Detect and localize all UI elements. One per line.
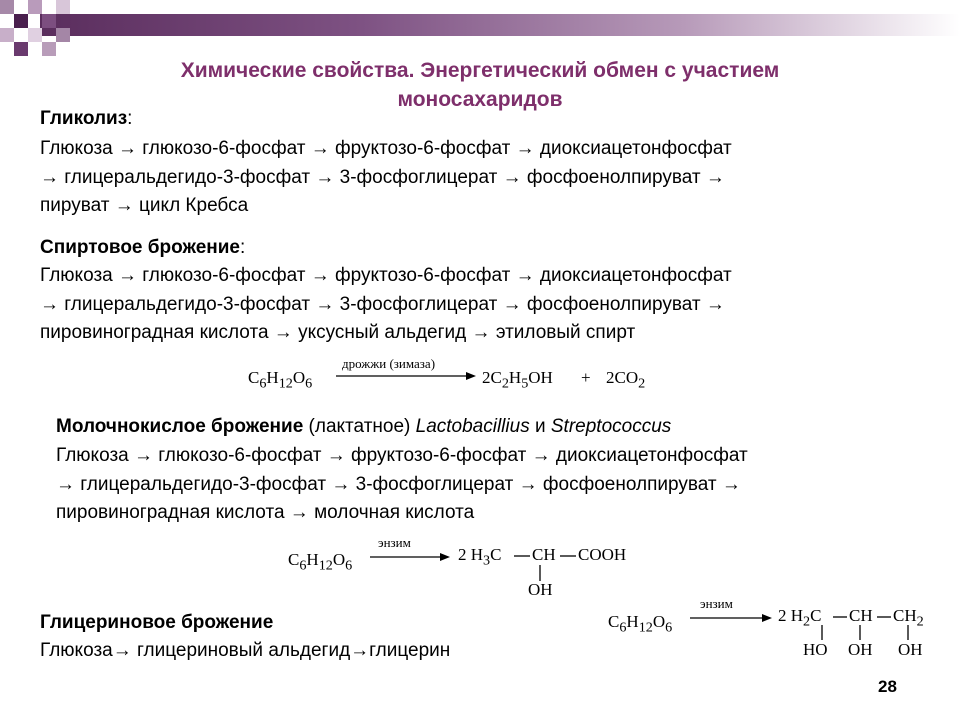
deco-square bbox=[0, 28, 14, 42]
alcoholic-heading-row bbox=[40, 235, 245, 260]
lactic-eq-vbond bbox=[538, 565, 542, 581]
lactic-eq-product-prefix: 2 $H_3C$ bbox=[458, 545, 502, 569]
slide-title bbox=[60, 56, 900, 114]
glycolysis-line-2: → глицеральдегидо-3-фосфат → 3-фосфоглицерат → фосфоенолпируват → bbox=[40, 167, 725, 188]
lactic-qualifier: (лактатное) bbox=[303, 416, 416, 437]
lactic-organism-2: Streptococcus bbox=[550, 416, 672, 437]
lactic-eq-ch: CH bbox=[532, 545, 556, 564]
page-number: 28 bbox=[878, 677, 897, 696]
lactic-heading: Молочнокислое брожение bbox=[56, 416, 304, 437]
lactic-eq-reactant: $C_6H_{12}O_6$ bbox=[288, 550, 353, 574]
glycerol-eq-oh-2: OH bbox=[898, 640, 923, 659]
lactic-eq-oh: OH bbox=[528, 580, 553, 599]
lactic-eq-bond-2 bbox=[560, 554, 576, 558]
alcoholic-line-3: пировиноградная кислота → уксусный альдегид → этиловый спирт bbox=[40, 322, 636, 343]
glycerol-eq-catalyst: энзим bbox=[700, 596, 733, 611]
deco-square bbox=[56, 28, 70, 42]
lactic-eq-catalyst: энзим bbox=[378, 535, 411, 550]
deco-square bbox=[0, 0, 14, 14]
title-line-2: моносахаридов bbox=[397, 88, 563, 111]
alcoholic-line-2: → глицеральдегидо-3-фосфат → 3-фосфоглицерат → фосфоенолпируват → bbox=[40, 294, 725, 315]
glycolysis-line-1: Глюкоза → глюкозо-6-фосфат → фруктозо-6-фосфат → диоксиацетонфосфат bbox=[40, 138, 732, 159]
glycerol-line-1: Глюкоза→ глицериновый альдегид→глицерин bbox=[40, 640, 451, 661]
alcoholic-eq-product-co2: $2CO_2$ bbox=[606, 368, 646, 392]
glycerol-eq-vbond-1 bbox=[820, 625, 824, 640]
glycerol-eq-reactant: $C_6H_{12}O_6$ bbox=[608, 612, 673, 636]
glycolysis-heading: Гликолиз bbox=[40, 108, 128, 129]
lactic-organism-1: Lactobacillius bbox=[415, 416, 530, 437]
glycerol-eq-arrow bbox=[690, 613, 772, 623]
glycolysis-line-3: пируват → цикл Кребса bbox=[40, 195, 249, 216]
glycerol-eq-bond-2 bbox=[877, 615, 891, 619]
glycerol-eq-oh-1: OH bbox=[848, 640, 873, 659]
lactic-line-3: пировиноградная кислота → молочная кислота bbox=[56, 502, 475, 523]
header-gradient-bar bbox=[40, 14, 960, 36]
alcoholic-colon: : bbox=[239, 237, 246, 258]
deco-square bbox=[28, 28, 42, 42]
deco-square bbox=[42, 14, 56, 28]
alcoholic-eq-reactant: $C_6H_{12}O_6$ bbox=[248, 368, 313, 392]
deco-square bbox=[28, 0, 42, 14]
glycolysis-heading-row bbox=[40, 106, 132, 131]
alcoholic-eq-plus: + bbox=[581, 368, 591, 387]
deco-square bbox=[14, 42, 28, 56]
alcoholic-heading: Спиртовое брожение bbox=[40, 237, 240, 258]
glycerol-eq-bond-1 bbox=[833, 615, 847, 619]
title-line-1: Химические свойства. Энергетический обмен с участием bbox=[180, 59, 780, 82]
lactic-eq-arrow bbox=[370, 552, 450, 562]
glycerol-eq-ch2: $CH_2$ bbox=[893, 606, 924, 630]
deco-square bbox=[42, 42, 56, 56]
lactic-line-1: Глюкоза → глюкозо-6-фосфат → фруктозо-6-фосфат → диоксиацетонфосфат bbox=[56, 445, 748, 466]
glycerol-eq-vbond-3 bbox=[906, 625, 910, 640]
lactic-eq-cooh: COOH bbox=[578, 545, 627, 564]
alcoholic-eq-arrow bbox=[336, 371, 476, 381]
alcoholic-eq-product-ethanol: $2C_2H_5OH$ bbox=[482, 368, 553, 392]
alcoholic-eq-catalyst: дрожжи (зимаза) bbox=[342, 356, 436, 371]
lactic-and: и bbox=[529, 416, 551, 437]
lactic-eq-bond-1 bbox=[514, 554, 530, 558]
deco-square bbox=[56, 0, 70, 14]
alcoholic-line-1: Глюкоза → глюкозо-6-фосфат → фруктозо-6-фосфат → диоксиацетонфосфат bbox=[40, 265, 732, 286]
deco-square bbox=[14, 14, 28, 28]
lactic-heading-row bbox=[56, 414, 671, 439]
glycerol-eq-ho: HO bbox=[803, 640, 828, 659]
glycerol-heading: Глицериновое брожение bbox=[40, 612, 274, 633]
glycerol-eq-vbond-2 bbox=[858, 625, 862, 640]
glycerol-eq-ch: CH bbox=[849, 606, 873, 625]
glycolysis-colon: : bbox=[127, 108, 133, 129]
lactic-line-2: → глицеральдегидо-3-фосфат → 3-фосфоглицерат → фосфоенолпируват → bbox=[56, 474, 741, 495]
glycerol-eq-product-prefix: 2 $H_2C$ bbox=[778, 606, 822, 630]
